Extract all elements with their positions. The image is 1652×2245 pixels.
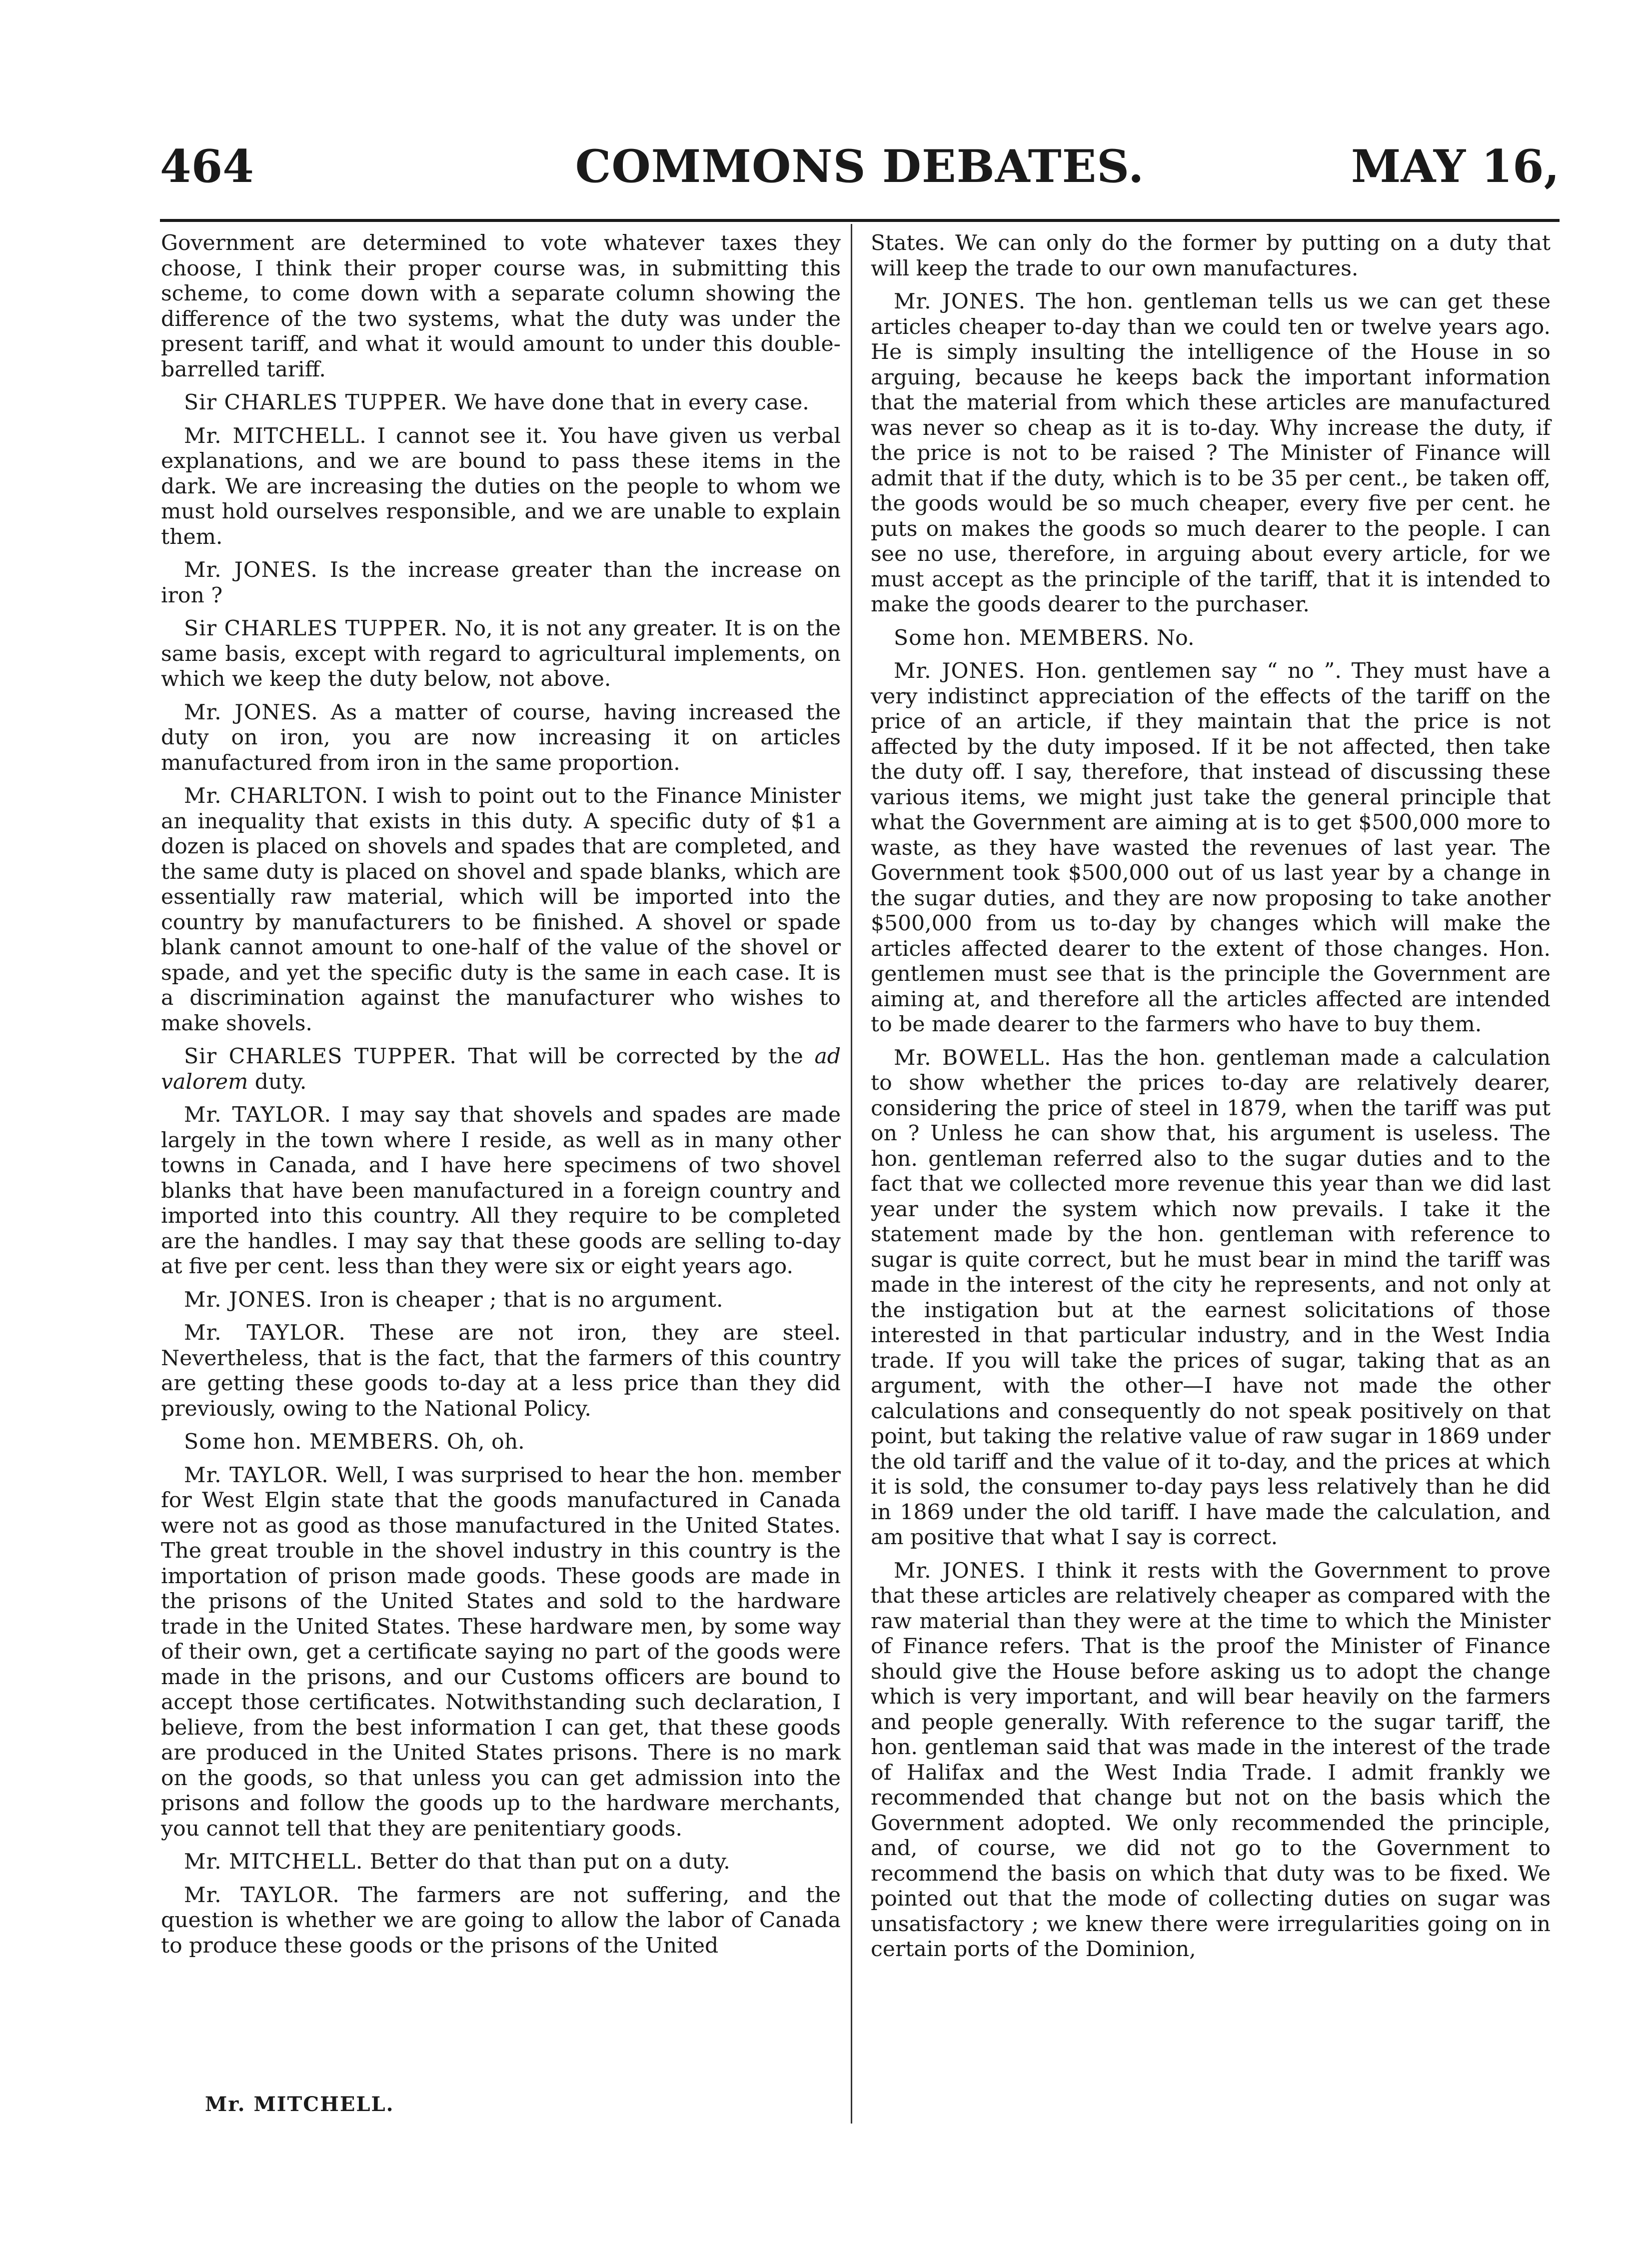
speaker-name: Mr. JONES.	[184, 700, 318, 725]
speech-text: That will be corrected by the	[468, 1044, 803, 1069]
speech-paragraph	[161, 231, 841, 382]
speaker-name: Sir CHARLES TUPPER.	[184, 616, 448, 641]
speech-text: I may say that shovels and spades are made largely in the town where I reside, as well as in many other towns in Canada, and I have here specimens of two shovel blanks that have been manufactured in a foreign country and imported into this country. All they require to be completed are the handles. I may say that these goods are selling to-day at five per cent. less than they were six or eight years ago.	[161, 1103, 841, 1279]
speaker-name: Mr. JONES.	[894, 289, 1026, 314]
speech-text: Oh, oh.	[446, 1430, 525, 1454]
speech-paragraph	[161, 616, 841, 692]
speech-paragraph	[161, 1883, 841, 1959]
speech-text: Hon. gentlemen say “ no ”. They must have a very indistinct appreciation of the effects of the tariff on the price of an article, if they maintain that the price is not affected by the duty imposed. If it be not affected, then take the duty off. I say, therefore, that instead of discussing these various items, we might just take the general principle that what the Government are aiming at is to get $500,000 more to waste, as they have wasted the revenues of last year. The Government took $500,000 out of us last year by a change in the sugar duties, and they are now proposing to take another $500,000 from us to-day by changes which will make the articles affected dearer to the extent of those changes. Hon. gentlemen must see that is the principle the Government are aiming at, and therefore all the articles affected are intended to be made dearer to the farmers who have to buy them.	[871, 659, 1551, 1037]
speech-text: Has the hon. gentleman made a calculation to show whether the prices to-day are relatively dearer, considering the price of steel in 1879, when the tariff was put on ? Unless he can show that, his argument is useless. The hon. gentleman referred also to the sugar duties and to the fact that we collected more revenue this year than we did last year under the system which now prevails. I take it the statement made by the hon. gentleman with reference to sugar is quite correct, but he must bear in mind the tariff was made in the interest of the city he represents, and not only at the instigation but at the earnest solicitations of those interested in that particular industry, and in the West India trade. If you will take the prices of sugar, taking that as an argument, with the other—I have not made the other calculations and consequently do not speak positively on that point, but taking the relative value of raw sugar in 1869 under the old tariff and the value of it to-day, and the prices at which it is sold, the consumer to-day pays less relatively than he did in 1869 under the old tariff. I have made the calculation, and am positive that what I say is correct.	[871, 1045, 1551, 1550]
speech-text: The hon. gentleman tells us we can get these articles cheaper to-day than we could ten or twelve years ago. He is simply insulting the intelligence of the House in so arguing, because he keeps back the important information that the material from which these articles are manufactured was never so cheap as it is to-day. Why increase the duty, if the price is not to be raised ? The Minister of Finance will admit that if the duty, which is to be 35 per cent., be taken off, the goods would be so much cheaper, every five per cent. he puts on makes the goods so much dearer to the people. I can see no use, therefore, in arguing about every article, for we must accept as the principle of the tariff, that it is intended to make the goods dearer to the purchaser.	[871, 289, 1551, 617]
speech-paragraph	[871, 1559, 1551, 1963]
speaker-name: Mr. JONES.	[894, 1558, 1026, 1583]
speech-paragraph	[161, 1463, 841, 1842]
speech-text: As a matter of course, having increased the duty on iron, you are now increasing it on articles manufactured from iron in the same proportion.	[161, 700, 841, 775]
speech-paragraph	[871, 1046, 1551, 1551]
speaker-name: Mr. JONES.	[184, 558, 318, 582]
speaker-name: Some hon. MEMBERS.	[184, 1430, 440, 1454]
speech-paragraph	[871, 231, 1551, 281]
page-header	[160, 140, 1560, 205]
page-title: COMMONS DEBATES.	[575, 140, 1145, 193]
page-number: 464	[160, 140, 254, 193]
speech-text: These are not iron, they are steel. Nevertheless, that is the fact, that the farmers of this country are getting these goods to-day at a less price than they did previously, owing to the National Policy.	[161, 1321, 841, 1421]
speech-text: The farmers are not suffering, and the question is whether we are going to allow the labor of Canada to produce these goods or the prisons of the United	[161, 1883, 841, 1958]
speech-paragraph	[161, 1103, 841, 1280]
speech-paragraph	[161, 390, 841, 416]
speech-paragraph	[871, 659, 1551, 1038]
speech-paragraph	[871, 289, 1551, 618]
speaker-name: Mr. MITCHELL.	[184, 1850, 363, 1874]
header-rule	[160, 219, 1560, 222]
speech-text: Well, I was surprised to hear the hon. member for West Elgin state that the goods manufactured in Canada were not as good as those manufactured in the United States. The great trouble in the shovel industry in this country is the importation of prison made goods. These goods are made in the prisons of the United States and sold to the hardware trade in the United States. These hardware men, by some way of their own, get a certificate saying no part of the goods were made in the prisons, and our Customs officers are bound to accept those certificates. Notwithstanding such declaration, I believe, from the best information I can get, that these goods are produced in the United States prisons. There is no mark on the goods, so that unless you can get admission into the prisons and follow the goods up to the hardware merchants, you cannot tell that they are penitentiary goods.	[161, 1463, 841, 1841]
page-date: MAY 16,	[1351, 140, 1560, 193]
speech-text: Iron is cheaper ; that is no argument.	[319, 1287, 723, 1312]
speech-text: I think it rests with the Government to prove that these articles are relatively cheaper as compared with the raw material than they were at the time to which the Minister of Finance refers. That is the proof the Minister of Finance should give the House before asking us to adopt the change which is very important, and will bear heavily on the farmers and people generally. With reference to the sugar tariff, the hon. gentleman said that was made in the interest of the trade of Halifax and the West India Trade. I admit frankly we recommended that change but not on the basis which the Government adopted. We only recommended the principle, and, of course, we did not go to the Government to recommend the basis on which that duty was to be fixed. We pointed out that the mode of collecting duties on sugar was unsatisfactory ; we knew there were irregularities going on in certain ports of the Dominion,	[871, 1558, 1551, 1962]
speech-text: Better do that than put on a duty.	[369, 1850, 730, 1874]
speaker-name: Some hon. MEMBERS.	[894, 625, 1150, 650]
speaker-name: Sir CHARLES TUPPER.	[184, 390, 448, 415]
speech-text: We have done that in every case.	[454, 390, 809, 415]
speaker-name: Mr. BOWELL.	[894, 1045, 1052, 1070]
speech-text: No.	[1156, 625, 1195, 650]
speech-paragraph	[161, 700, 841, 776]
speech-paragraph	[161, 784, 841, 1036]
speaker-name: Mr. JONES.	[184, 1287, 313, 1312]
speech-paragraph	[161, 1044, 841, 1095]
speaker-name: Mr. TAYLOR.	[184, 1463, 329, 1488]
speech-paragraph	[161, 424, 841, 550]
speech-text: Government are determined to vote whatever taxes they choose, I think their proper course was, in submitting this scheme, to come down with a separate column showing the difference of the two systems, what the duty was under the present tariff, and what it would amount to under this double-barrelled tariff.	[161, 231, 841, 382]
right-column	[871, 231, 1551, 1971]
left-column	[161, 231, 841, 1967]
speaker-name: Mr. CHARLTON.	[184, 784, 369, 808]
catchword: Mr. MITCHELL.	[205, 2093, 394, 2116]
speaker-name: Mr. JONES.	[894, 659, 1026, 683]
speech-text: I cannot see it. You have given us verbal explanations, and we are bound to pass these items in the dark. We are increasing the duties on the people to whom we must hold ourselves responsible, and we are unable to explain them.	[161, 423, 841, 549]
speech-text: I wish to point out to the Finance Minister an inequality that exists in this duty. A specific duty of $1 a dozen is placed on shovels and spades that are completed, and the same duty is placed on shovel and spade blanks, which are essentially raw material, which will be imported into the country by manufacturers to be finished. A shovel or spade blank cannot amount to one-half of the value of the shovel or spade, and yet the specific duty is the same in each case. It is a discrimination against the manufacturer who wishes to make shovels.	[161, 784, 841, 1036]
speech-paragraph	[161, 1288, 841, 1313]
speech-paragraph	[161, 1321, 841, 1422]
speech-paragraph	[161, 1850, 841, 1875]
speaker-name: Mr. TAYLOR.	[184, 1883, 340, 1908]
speaker-name: Mr. TAYLOR.	[184, 1103, 332, 1127]
italic-phrase: ad valorem	[161, 1044, 841, 1094]
speaker-name: Mr. MITCHELL.	[184, 423, 367, 448]
speech-paragraph	[161, 558, 841, 608]
speech-paragraph	[871, 626, 1551, 651]
speech-text: States. We can only do the former by putting on a duty that will keep the trade to our own manufactures.	[871, 231, 1551, 281]
speech-text: Is the increase greater than the increase on iron ?	[161, 558, 841, 608]
speech-text-tail: duty.	[248, 1069, 307, 1094]
column-divider	[851, 224, 852, 2124]
speech-paragraph	[161, 1430, 841, 1455]
speaker-name: Mr. TAYLOR.	[184, 1321, 346, 1345]
speech-text: No, it is not any greater. It is on the same basis, except with regard to agricultural implements, on which we keep the duty below, not above.	[161, 616, 841, 691]
speaker-name: Sir CHARLES TUPPER.	[184, 1044, 457, 1069]
